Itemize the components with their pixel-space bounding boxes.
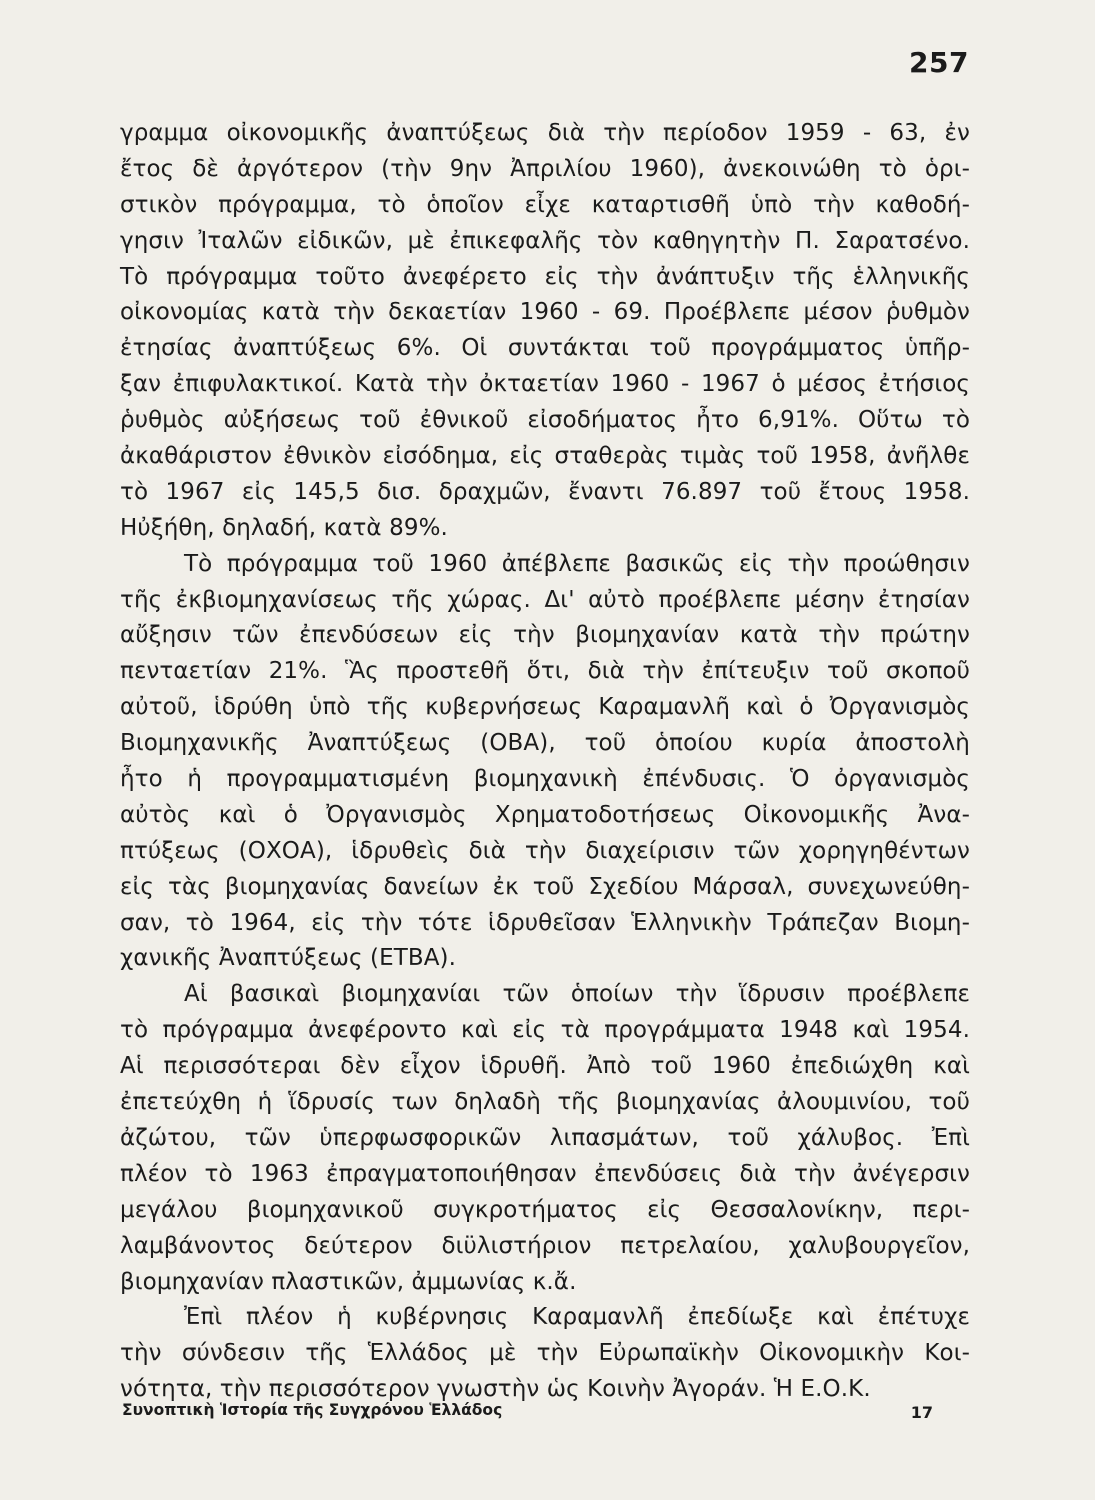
text-line: τὸ 1967 εἰς 145,5 δισ. δραχμῶν, ἔναντι 76.897 τοῦ ἔτους 1958. [120,478,970,505]
text-line: Τὸ πρόγραμμα τοῦ 1960 ἀπέβλεπε βασικῶς εἰς τὴν προώθησιν [184,550,970,577]
paragraph [120,977,970,1300]
text-line: ἀζώτου, τῶν ὑπερφωσφορικῶν λιπασμάτων, τοῦ χάλυβος. Ἐπὶ [120,1124,970,1151]
text-line: χανικῆς Ἀναπτύξεως (ΕΤΒΑ). [120,945,457,972]
text-line: ἀκαθάριστον ἐθνικὸν εἰσόδημα, εἰς σταθερὰς τιμὰς τοῦ 1958, ἀνῆλθε [120,443,970,470]
text-line: λαμβάνοντος δεύτερον διϋλιστήριον πετρελαίου, χαλυβουργεῖον, [120,1232,970,1259]
text-line: στικὸν πρόγραμμα, τὸ ὁποῖον εἶχε καταρτισθῆ ὑπὸ τὴν καθοδή- [120,191,970,218]
text-line: Τὸ πρόγραμμα τοῦτο ἀνεφέρετο εἰς τὴν ἀνάπτυξιν τῆς ἑλληνικῆς [120,263,970,290]
text-line: πτύξεως (ΟΧΟΑ), ἱδρυθεὶς διὰ τὴν διαχείρισιν τῶν χορηγηθέντων [120,837,970,864]
paragraph [120,1300,970,1408]
text-line: Βιομηχανικῆς Ἀναπτύξεως (ΟΒΑ), τοῦ ὁποίου κυρία ἀποστολὴ [120,730,970,757]
text-line: νότητα, τὴν περισσότερον γνωστὴν ὡς Κοινὴν Ἀγοράν. Ἡ Ε.Ο.Κ. [120,1376,871,1403]
text-line: βιομηχανίαν πλαστικῶν, ἀμμωνίας κ.ἄ. [120,1268,577,1295]
text-line: ἦτο ἡ προγραμματισμένη βιομηχανικὴ ἐπένδυσις. Ὁ ὀργανισμὸς [120,766,970,793]
text-line: ξαν ἐπιφυλακτικοί. Κατὰ τὴν ὀκταετίαν 1960 - 1967 ὁ μέσος ἐτήσιος [120,371,970,398]
text-line: αὔξησιν τῶν ἐπενδύσεων εἰς τὴν βιομηχανίαν κατὰ τὴν πρώτην [120,622,970,649]
text-line: ῥυθμὸς αὐξήσεως τοῦ ἐθνικοῦ εἰσοδήματος ἦτο 6,91%. Οὕτω τὸ [120,407,970,434]
text-line: πενταετίαν 21%. Ἃς προστεθῆ ὅτι, διὰ τὴν ἐπίτευξιν τοῦ σκοποῦ [120,658,970,685]
text-line: αὐτοῦ, ἱδρύθη ὑπὸ τῆς κυβερνήσεως Καραμανλῆ καὶ ὁ Ὀργανισμὸς [120,694,970,721]
text-line: Ηὐξήθη, δηλαδή, κατὰ 89%. [120,514,448,541]
text-line: Αἱ βασικαὶ βιομηχανίαι τῶν ὁποίων τὴν ἵδρυσιν προέβλεπε [184,981,970,1008]
text-line: μεγάλου βιομηχανικοῦ συγκροτήματος εἰς Θεσσαλονίκην, περι- [120,1196,970,1223]
text-line: πλέον τὸ 1963 ἐπραγματοποιήθησαν ἐπενδύσεις διὰ τὴν ἀνέγερσιν [120,1160,970,1187]
text-line: γραμμα οἰκονομικῆς ἀναπτύξεως διὰ τὴν περίοδον 1959 - 63, ἐν [120,120,970,146]
text-line: τὸ πρόγραμμα ἀνεφέροντο καὶ εἰς τὰ προγράμματα 1948 καὶ 1954. [120,1017,970,1044]
text-line: γησιν Ἰταλῶν εἰδικῶν, μὲ ἐπικεφαλῆς τὸν καθηγητὴν Π. Σαρατσένο. [120,227,970,254]
text-line: οἰκονομίας κατὰ τὴν δεκαετίαν 1960 - 69. Προέβλεπε μέσον ῥυθμὸν [120,299,970,326]
text-line: αὐτὸς καὶ ὁ Ὀργανισμὸς Χρηματοδοτήσεως Οἰκονομικῆς Ἀνα- [120,801,970,828]
paragraph [120,547,970,978]
text-line: σαν, τὸ 1964, εἰς τὴν τότε ἱδρυθεῖσαν Ἑλληνικὴν Τράπεζαν Βιομη- [120,909,970,936]
text-line: Ἐπὶ πλέον ἡ κυβέρνησις Καραμανλῆ ἐπεδίωξε καὶ ἐπέτυχε [184,1304,970,1331]
paragraph [120,116,970,547]
body-text [120,116,970,1408]
signature-mark: 17 [910,1403,933,1422]
text-line: ἔτος δὲ ἀργότερον (τὴν 9ην Ἀπριλίου 1960), ἀνεκοινώθη τὸ ὁρι- [120,155,970,182]
text-line: εἰς τὰς βιομηχανίας δανείων ἐκ τοῦ Σχεδίου Μάρσαλ, συνεχωνεύθη- [120,873,970,900]
running-footer-title: Συνοπτικὴ Ἱστορία τῆς Συγχρόνου Ἑλλάδος [122,1401,503,1419]
text-line: Αἱ περισσότεραι δὲν εἶχον ἱδρυθῆ. Ἀπὸ τοῦ 1960 ἐπεδιώχθη καὶ [120,1053,970,1080]
text-line: ἐτησίας ἀναπτύξεως 6%. Οἱ συντάκται τοῦ προγράμματος ὑπῆρ- [120,335,970,362]
text-line: τῆς ἐκβιομηχανίσεως τῆς χώρας. Δι' αὐτὸ προέβλεπε μέσην ἐτησίαν [120,586,970,613]
page-number: 257 [909,46,969,79]
text-line: ἐπετεύχθη ἡ ἵδρυσίς των δηλαδὴ τῆς βιομηχανίας ἀλουμινίου, τοῦ [120,1089,970,1116]
text-line: τὴν σύνδεσιν τῆς Ἑλλάδος μὲ τὴν Εὐρωπαϊκὴν Οἰκονομικὴν Κοι- [120,1340,970,1367]
